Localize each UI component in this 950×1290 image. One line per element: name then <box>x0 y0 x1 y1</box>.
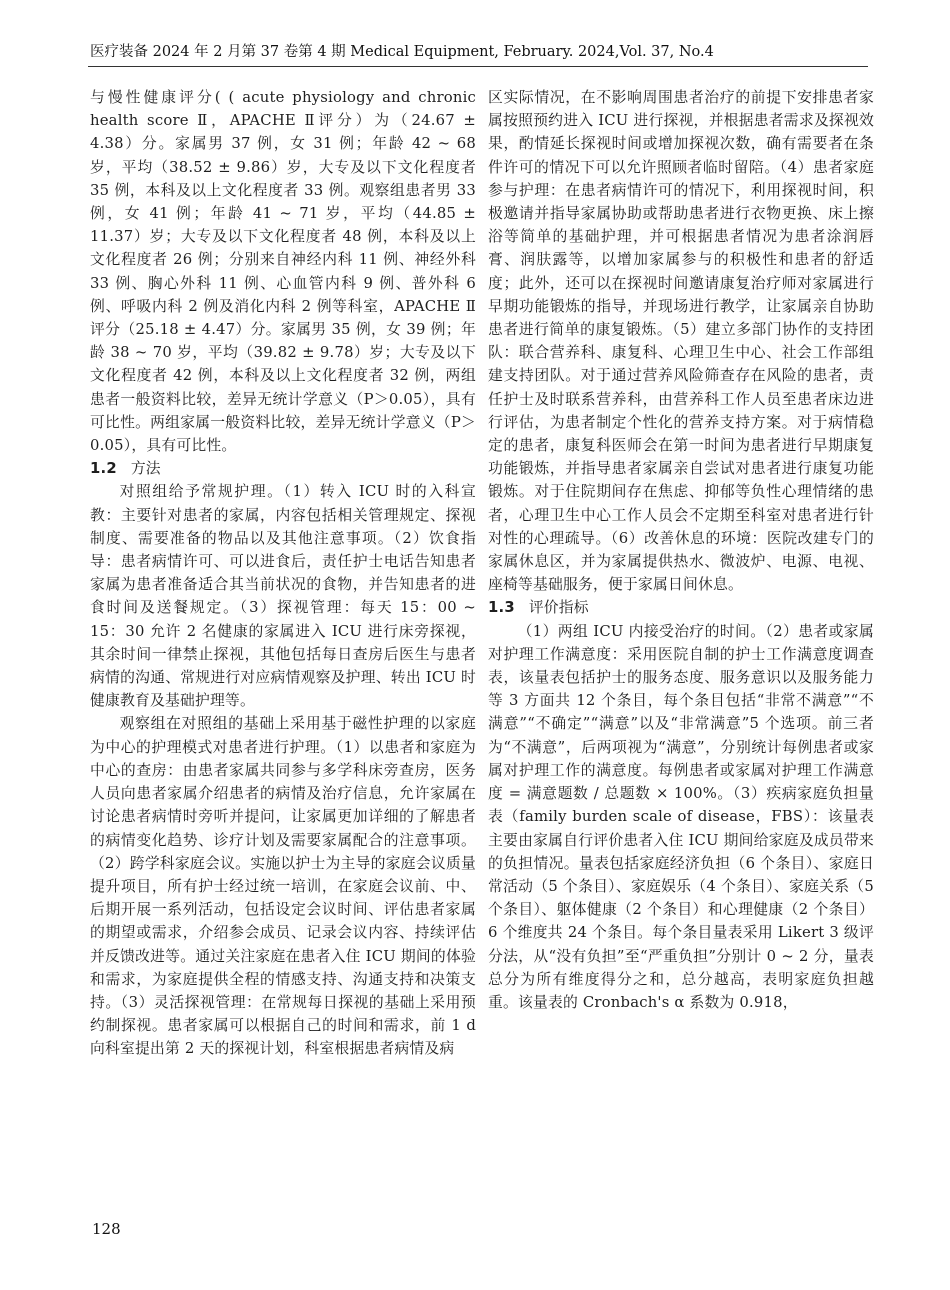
section-number: 1.2 <box>90 460 117 478</box>
running-header: 医疗装备 2024 年 2 月第 37 卷第 4 期 Medical Equipment, February. 2024,Vol. 37, No.4 <box>90 44 714 60</box>
right-column <box>488 86 874 1014</box>
paragraph: 区实际情况，在不影响周围患者治疗的前提下安排患者家属按照预约进入 ICU 进行探视，并根据患者需求及探视效果，酌情延长探视时间或增加探视次数，确有需要者在条件许可的情况下可以允许照顾者临时留陪。（4）患者家庭参与护理：在患者病情许可的情况下，利用探视时间，积极邀请并指导家属协助或帮助患者进行衣物更换、床上擦浴等简单的基础护理，并可根据患者情况为患者涂润唇膏、润肤露等，以增加家属参与的积极性和患者的舒适度；此外，还可以在探视时间邀请康复治疗师对家属进行早期功能锻炼的指导，并现场进行教学，让家属亲自协助患者进行简单的康复锻炼。（5）建立多部门协作的支持团队：联合营养科、康复科、心理卫生中心、社会工作部组建支持团队。对于通过营养风险筛查存在风险的患者，责任护士及时联系营养科，由营养科工作人员至患者床边进行评估，为患者制定个性化的营养支持方案。对于病情稳定的患者，康复科医师会在第一时间为患者进行早期康复功能锻炼，并指导患者家属亲自尝试对患者进行康复功能锻炼。对于住院期间存在焦虑、抑郁等负性心理情绪的患者，心理卫生中心工作人员会不定期至科室对患者进行针对性的心理疏导。（6）改善休息的环境：医院改建专门的家属休息区，并为家属提供热水、微波炉、电源、电视、座椅等基础服务，便于家属日间休息。 <box>488 89 874 594</box>
section-heading-1-2 <box>90 457 476 480</box>
paragraph: （1）两组 ICU 内接受治疗的时间。（2）患者或家属对护理工作满意度：采用医院自制的护士工作满意度调查表，该量表包括护士的服务态度、服务意识以及服务能力等 3 方面共 12 个条目，每个条目包括“非常不满意”“不满意”“不确定”“满意”以及“非常满意”5 个选项。前三者为“不满意”，后两项视为“满意”，分别统计每例患者或家属对护理工作的满意度。每例患者或家属对护理工作满意度 = 满意题数 / 总题数 × 100%。（3）疾病家庭负担量表（family burden scale of disease，FBS）：该量表主要由家属自行评价患者入住 ICU 期间给家庭及成员带来的负担情况。量表包括家庭经济负担（6 个条目）、家庭日常活动（5 个条目）、家庭娱乐（4 个条目）、家庭关系（5 个条目）、躯体健康（2 个条目）和心理健康（2 个条目）6 个维度共 24 个条目。每个条目量表采用 Likert 3 级评分法，从“没有负担”至“严重负担”分别计 0 ~ 2 分，量表总分为所有维度得分之和，总分越高，表明家庭负担越重。该量表的 Cronbach's α 系数为 0.918， <box>488 622 874 1011</box>
section-title: 评价指标 <box>528 599 589 617</box>
page-number: 128 <box>92 1220 121 1238</box>
left-column <box>90 86 476 1061</box>
paragraph: 观察组在对照组的基础上采用基于磁性护理的以家庭为中心的护理模式对患者进行护理。（1）以患者和家庭为中心的查房：由患者家属共同参与多学科床旁查房，医务人员向患者家属介绍患者的病情及治疗信息，允许家属在讨论患者病情时旁听并提问，让家属更加详细的了解患者的病情变化趋势、诊疗计划及需要家属配合的注意事项。（2）跨学科家庭会议。实施以护士为主导的家庭会议质量提升项目，所有护士经过统一培训，在家庭会议前、中、后期开展一系列活动，包括设定会议时间、评估患者家属的期望或需求，介绍参会成员、记录会议内容、持续评估并反馈改进等。通过关注家庭在患者入住 ICU 期间的体验和需求，为家庭提供全程的情感支持、沟通支持和决策支持。（3）灵活探视管理：在常规每日探视的基础上采用预约制探视。患者家属可以根据自己的时间和需求，前 1 d 向科室提出第 2 天的探视计划，科室根据患者病情及病 <box>90 715 476 1058</box>
paragraph: 与慢性健康评分( ( acute physiology and chronic health score Ⅱ，APACHE Ⅱ评分）为（24.67 ± 4.38）分。家属男 37 例，女 31 例；年龄 42 ~ 68 岁，平均（38.52 ± 9.86）岁，大专及以下文化程度者 35 例，本科及以上文化程度者 33 例。观察组患者男 33 例，女 41 例；年龄 41 ~ 71 岁，平均（44.85 ± 11.37）岁；大专及以下文化程度者 48 例，本科及以上文化程度者 26 例；分别来自神经内科 11 例、神经外科 33 例、胸心外科 11 例、心血管内科 9 例、普外科 6 例、呼吸内科 2 例及消化内科 2 例等科室，APACHE Ⅱ评分（25.18 ± 4.47）分。家属男 35 例，女 39 例；年龄 38 ~ 70 岁，平均（39.82 ± 9.78）岁；大专及以下文化程度者 42 例，本科及以上文化程度者 32 例，两组患者一般资料比较，差异无统计学意义（P＞0.05），具有可比性。两组家属一般资料比较，差异无统计学意义（P＞0.05），具有可比性。 <box>90 89 476 455</box>
section-number: 1.3 <box>488 599 515 617</box>
section-title: 方法 <box>130 460 161 478</box>
section-heading-1-3 <box>488 596 874 619</box>
paragraph: 对照组给予常规护理。（1）转入 ICU 时的入科宣教：主要针对患者的家属，内容包括相关管理规定、探视制度、需要准备的物品以及其他注意事项。（2）饮食指导：患者病情许可、可以进食后，责任护士电话告知患者家属为患者准备适合其当前状况的食物，并告知患者的进食时间及送餐规定。（3）探视管理：每天 15：00 ~ 15：30 允许 2 名健康的家属进入 ICU 进行床旁探视，其余时间一律禁止探视，其他包括每日查房后医生与患者病情的沟通、常规进行对应病情观察及护理、转出 ICU 时健康教育及基础护理等。 <box>90 483 476 710</box>
header-rule <box>88 66 868 67</box>
